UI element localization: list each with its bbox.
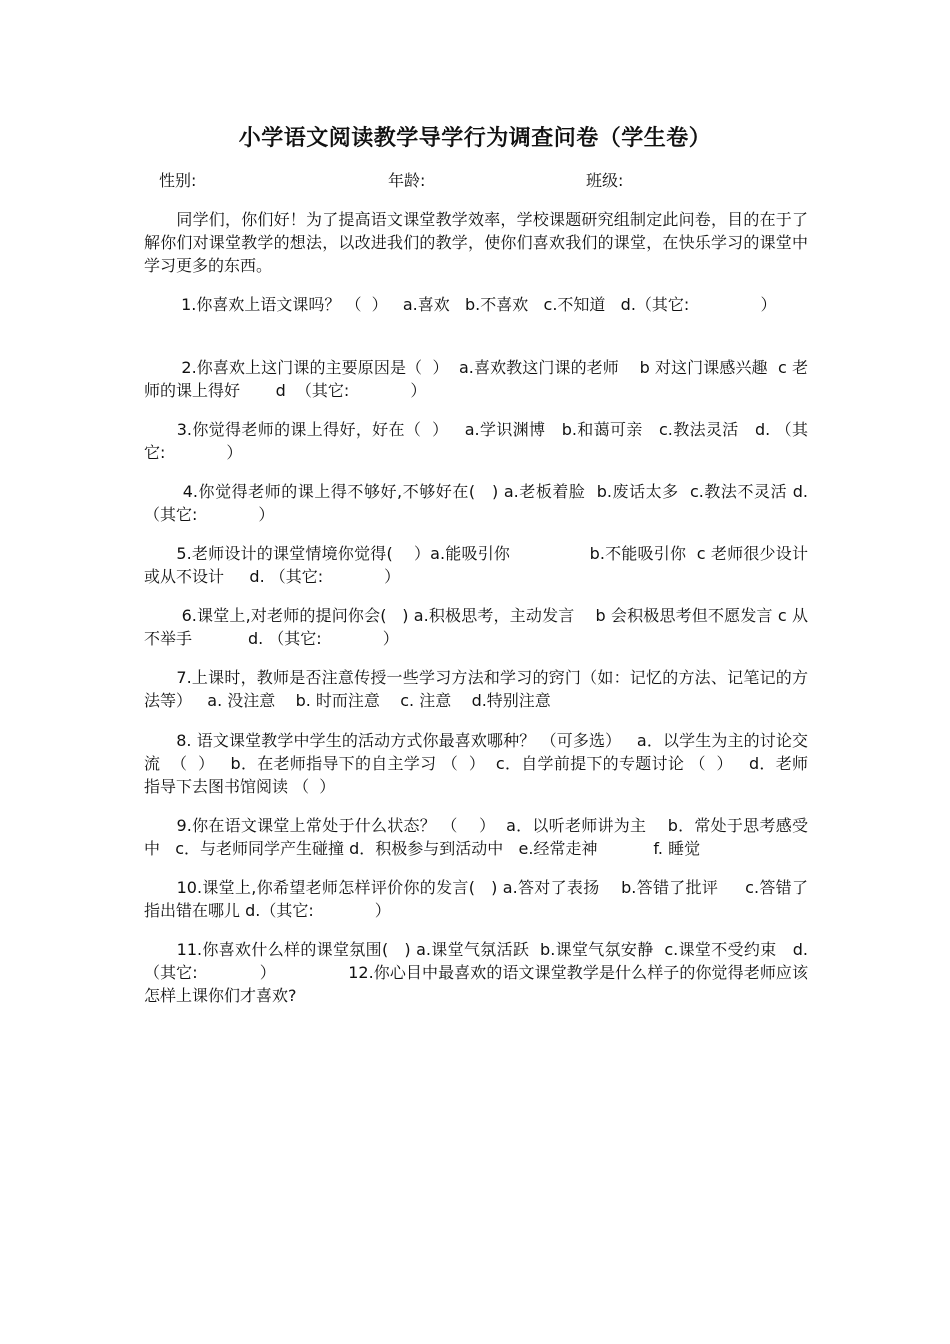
question-3: 3.你觉得老师的课上得好，好在（ ） a.学识渊博 b.和蔼可亲 c.教法灵活 d. （其它: ） xyxy=(144,420,808,462)
student-info-row xyxy=(0,169,950,193)
question-8: 8. 语文课堂教学中学生的活动方式你最喜欢哪种？ （可多选） a．以学生为主的讨论交流 （ ） b．在老师指导下的自主学习 （ ） c．自学前提下的专题讨论 （ ） d．老师指导下去图书馆阅读 （ ） xyxy=(144,731,808,796)
question-10: 10.课堂上,你希望老师怎样评价你的发言( ) a.答对了表扬 b.答错了批评 c.答错了指出错在哪儿 d.（其它: ） xyxy=(144,878,808,920)
question-2: 2.你喜欢上这门课的主要原因是（ ） a.喜欢教这门课的老师 b 对这门课感兴趣 c 老师的课上得好 d （其它: ） xyxy=(144,358,808,400)
question-6: 6.课堂上,对老师的提问你会( ) a.积极思考，主动发言 b 会积极思考但不愿发言 c 从不举手 d. （其它: ） xyxy=(144,606,808,648)
class-field-label: 班级: xyxy=(586,171,624,190)
question-4: 4.你觉得老师的课上得不够好,不够好在( ) a.老板着脸 b.废话太多 c.教法不灵活 d.（其它: ） xyxy=(144,482,808,524)
intro-paragraph: 同学们，你们好！为了提高语文课堂教学效率，学校课题研究组制定此问卷，目的在于了解你们对课堂教学的想法，以改进我们的教学，使你们喜欢我们的课堂，在快乐学习的课堂中学习更多的东西。 xyxy=(144,210,808,275)
question-9: 9.你在语文课堂上常处于什么状态？ （ ） a．以听老师讲为主 b．常处于思考感受中 c．与老师同学产生碰撞 d．积极参与到活动中 e.经常走神 f. 睡觉 xyxy=(144,816,808,858)
question-5: 5.老师设计的课堂情境你觉得( ）a.能吸引你 b.不能吸引你 c 老师很少设计或从不设计 d. （其它: ） xyxy=(144,544,808,586)
age-field-label: 年龄: xyxy=(388,171,426,190)
question-11-12: 11.你喜欢什么样的课堂氛围( ) a.课堂气氛活跃 b.课堂气氛安静 c.课堂不受约束 d.（其它: ） 12.你心目中最喜欢的语文课堂教学是什么样子的你觉得老师应该怎样上课你们才喜欢? xyxy=(144,940,808,1005)
question-7: 7.上课时，教师是否注意传授一些学习方法和学习的窍门（如：记忆的方法、记笔记的方法等） a. 没注意 b. 时而注意 c. 注意 d.特别注意 xyxy=(144,668,808,710)
question-1: 1.你喜欢上语文课吗？ （ ） a.喜欢 b.不喜欢 c.不知道 d.（其它: ） xyxy=(144,295,777,314)
gender-field-label: 性别: xyxy=(159,171,197,190)
document-title: 小学语文阅读教学导学行为调查问卷（学生卷） xyxy=(238,125,712,151)
